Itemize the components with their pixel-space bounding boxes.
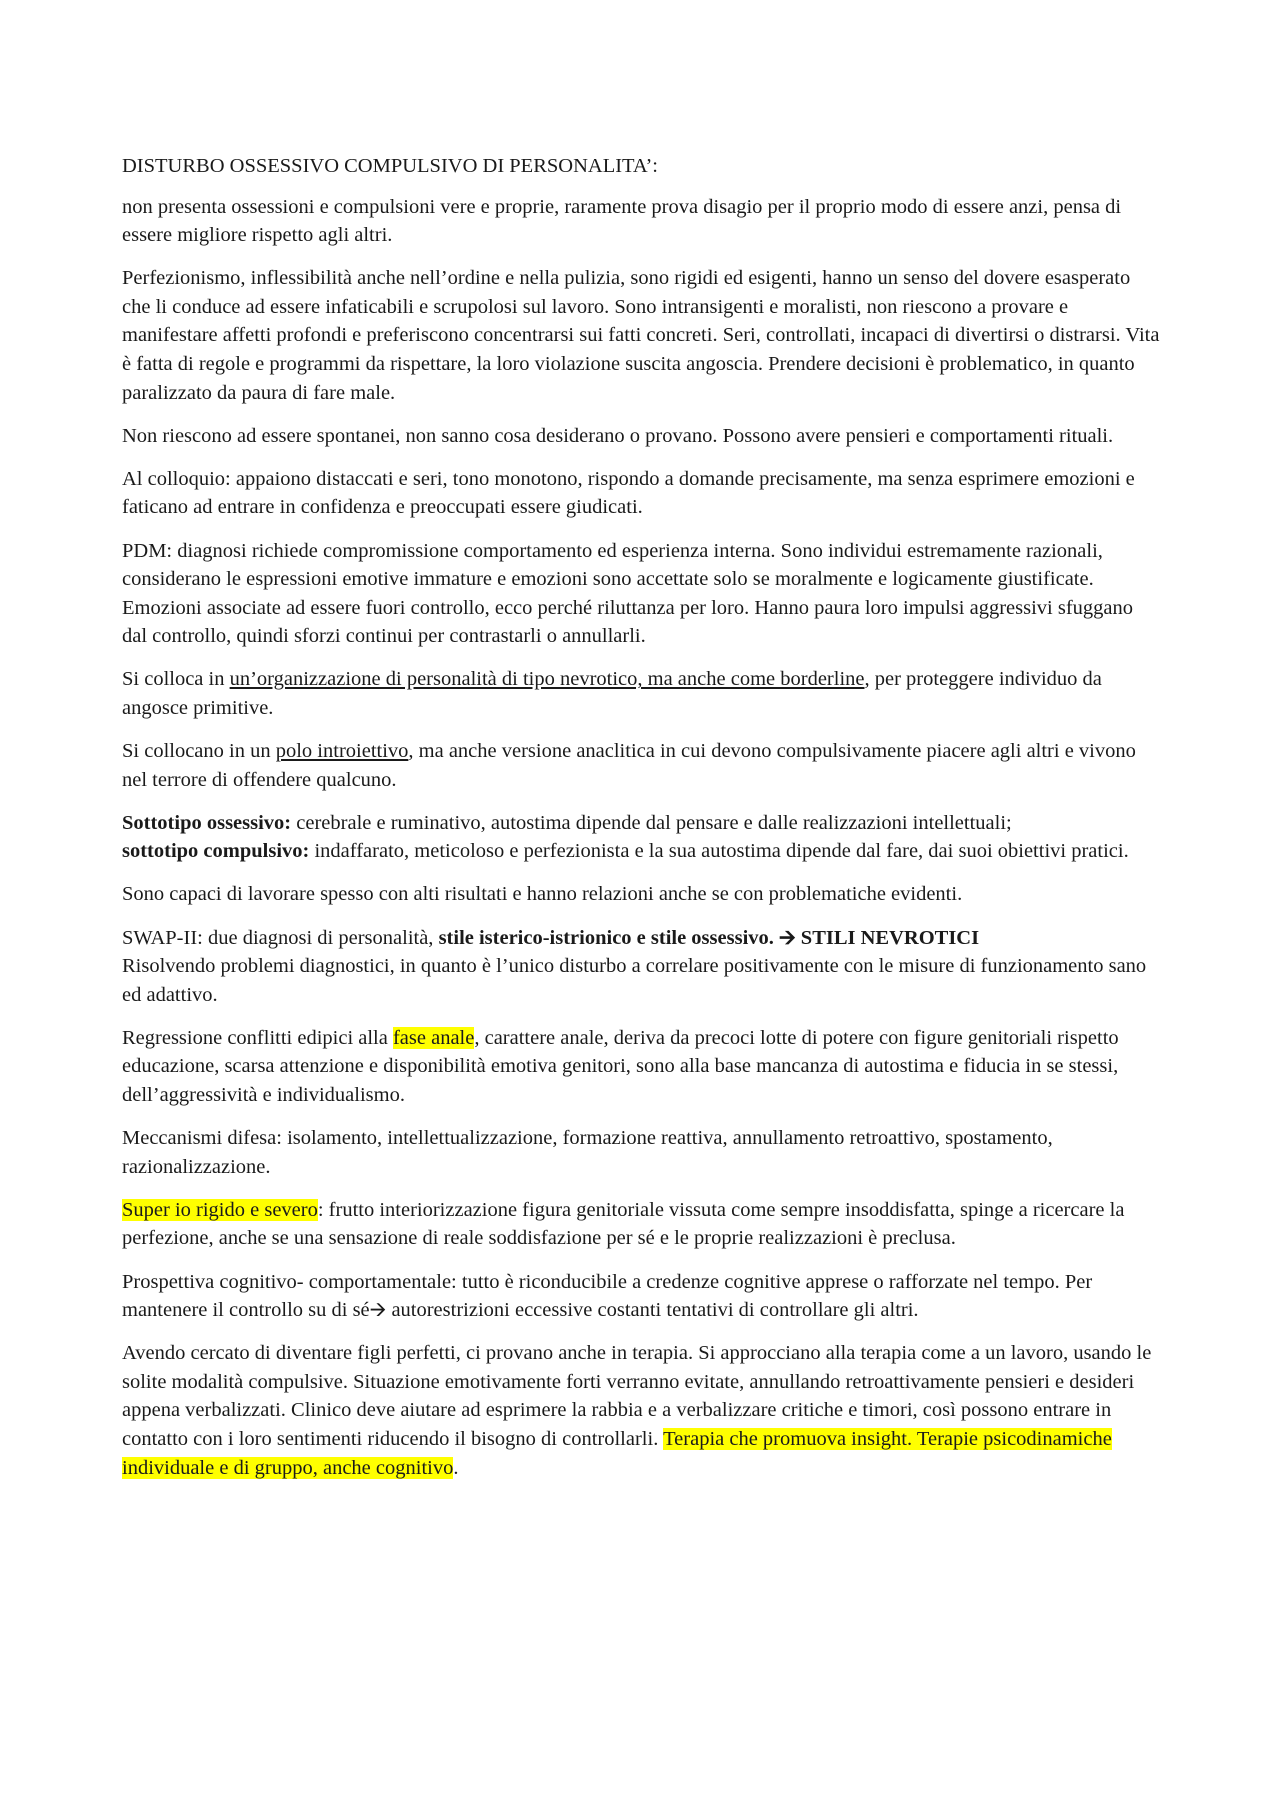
text-run: Si colloca in [122,668,230,691]
paragraph-regressione [122,1024,1162,1110]
bold-term: Sottotipo ossessivo: [122,811,292,834]
highlighted-text: fase anale [392,1026,475,1049]
paragraph-polo [122,737,1162,794]
text-run: indaffarato, meticoloso e perfezionista e la sua autostima dipende dal fare, dai suoi obiettivi pratici. [309,840,1129,863]
underlined-text: polo introiettivo [275,740,409,763]
text-run: , per proteggere individuo da angosce primitive. [122,668,1102,719]
arrow-icon: 🡪 [369,1299,387,1322]
paragraph-organizzazione [122,665,1162,722]
text-run: SWAP-II: due diagnosi di personalità, [122,926,439,949]
highlighted-text: Terapia che promuova insight. Terapie psicodinamiche individuale e di gruppo, anche cognitivo [122,1427,1112,1479]
paragraph-cognitivo [122,1268,1162,1325]
bold-term: sottotipo compulsivo: [122,840,310,863]
text-run: . [453,1456,459,1479]
text-run: , ma anche versione anaclitica in cui devono compulsivamente piacere agli altri e vivono nel terrore di offendere qualcuno. [122,740,1136,791]
underlined-text: un’organizzazione di personalità di tipo nevrotico, ma anche come borderline [229,668,865,691]
highlighted-text: Super io rigido e severo [122,1198,318,1221]
bold-term: STILI NEVROTICI [800,926,980,949]
bold-term: stile isterico-istrionico e stile ossessivo. [438,926,774,949]
paragraph-colloquio: Al colloquio: appaiono distaccati e seri, tono monotono, rispondo a domande precisamente, ma senza esprimere emozioni e faticano ad entrare in confidenza e preoccupati essere giudicati. [122,467,1135,519]
paragraph-pdm: PDM: diagnosi richiede compromissione comportamento ed esperienza interna. Sono individui estremamente razionali, considerano le espressioni emotive immature e emozioni sono accettate solo se moralmente e logicamente giustificate. Emozioni associate ad essere fuori controllo, ecco perché riluttanza per loro. Hanno paura loro impulsi aggressivi sfuggano dal controllo, quindi sforzi continui per contrastarli o annullarli. [122,539,1133,648]
text-run: autorestrizioni eccessive costanti tentativi di controllare gli altri. [386,1299,919,1322]
paragraph-perfezionismo: Perfezionismo, inflessibilità anche nell’ordine e nella pulizia, sono rigidi ed esigenti, hanno un senso del dovere esasperato che li conduce ad essere infaticabili e scrupolosi sul lavoro. Sono intransigenti e moralisti, non riescono a provare e manifestare affetti profondi e preferiscono concentrarsi sui fatti concreti. Seri, controllati, incapaci di divertirsi o distrarsi. Vita è fatta di regole e programmi da rispettare, la loro violazione suscita angoscia. Prendere decisioni è problematico, in quanto paralizzato da paura di fare male. [122,267,1160,404]
document-page [122,152,1162,1497]
text-run: Si collocano in un [122,740,276,763]
paragraph-meccanismi: Meccanismi difesa: isolamento, intellettualizzazione, formazione reattiva, annullamento retroattivo, spostamento, razionalizzazione. [122,1127,1053,1178]
text-run: Regressione conflitti edipici alla [122,1026,393,1049]
text-run: Prospettiva cognitivo- comportamentale: tutto è riconducibile a credenze cognitive apprese o rafforzate nel tempo. Per mantenere il controllo su di sé [122,1270,1093,1322]
paragraph-spontaneita: Non riescono ad essere spontanei, non sanno cosa desiderano o provano. Possono avere pensieri e comportamenti rituali. [122,424,1114,447]
paragraph-capacita: Sono capaci di lavorare spesso con alti risultati e hanno relazioni anche se con problematiche evidenti. [122,883,963,906]
paragraph-swap [122,924,1162,1010]
text-run: : frutto interiorizzazione figura genitoriale vissuta come sempre insoddisfatta, spinge a ricercare la perfezione, anche se una sensazione di reale soddisfazione per sé e le proprie realizzazioni è preclusa. [122,1198,1125,1250]
text-run: , carattere anale, deriva da precoci lotte di potere con figure genitoriali rispetto educazione, scarsa attenzione e disponibilità emotiva genitori, sono alla base mancanza di autostima e fiducia in se stessi, dell’aggressività e individualismo. [122,1026,1119,1107]
text-run: Risolvendo problemi diagnostici, in quanto è l’unico disturbo a correlare positivamente con le misure di funzionamento sano ed adattivo. [122,955,1147,1006]
paragraph-sottotipi [122,809,1162,866]
arrow-icon: 🡪 [773,926,801,949]
text-run: cerebrale e ruminativo, autostima dipende dal pensare e dalle realizzazioni intellettuali; [291,811,1012,834]
document-title: DISTURBO OSSESSIVO COMPULSIVO DI PERSONALITA’: [122,155,658,177]
paragraph-intro: non presenta ossessioni e compulsioni vere e proprie, raramente prova disagio per il proprio modo di essere anzi, pensa di essere migliore rispetto agli altri. [122,195,1122,247]
text-run: Avendo cercato di diventare figli perfetti, ci provano anche in terapia. Si approcciano alla terapia come a un lavoro, usando le solite modalità compulsive. Situazione emotivamente forti verranno evitate, annullando retroattivamente pensieri e desideri appena verbalizzati. Clinico deve aiutare ad esprimere la rabbia e a verbalizzare critiche e timori, così possono entrare in contatto con i loro sentimenti riducendo il bisogno di controllarli. [122,1342,1152,1450]
paragraph-terapia [122,1339,1162,1482]
paragraph-super-io [122,1196,1162,1253]
